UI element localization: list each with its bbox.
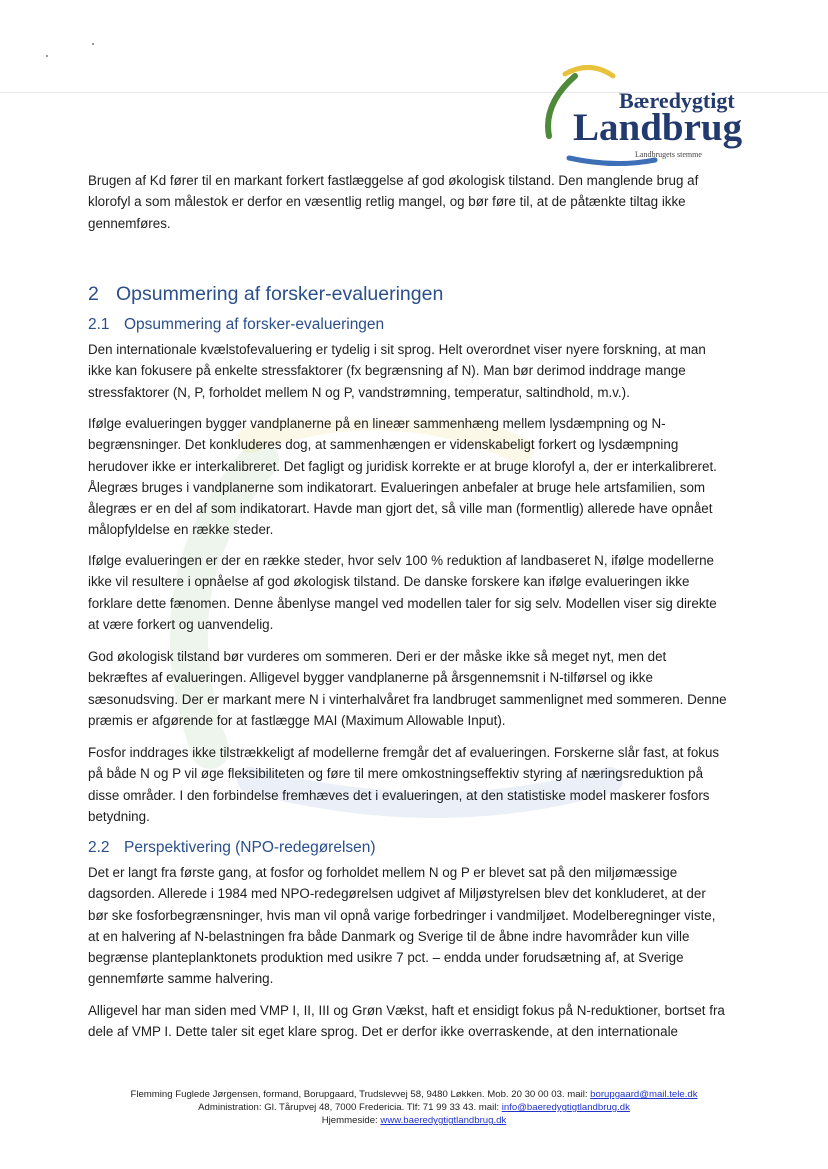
section-number: 2	[88, 283, 99, 305]
scan-speck	[92, 43, 94, 45]
footer-admin-email-link[interactable]: info@baeredygtigtlandbrug.dk	[501, 1102, 630, 1113]
footer-website-link[interactable]: www.baeredygtigtlandbrug.dk	[380, 1115, 507, 1126]
body-paragraph: God økologisk tilstand bør vurderes om sommeren. Deri er der måske ikke så meget nyt, men det bekræftes af evalueringen. Alligevel bygger vandplanerne på årsgennemsnit i N-tilførsel og ikke sæsonudsving. Der er markant mere N i vinterhalvåret fra landbruget sammenlignet med sommeren. Denne præmis er afgørende for at fastlægge MAI (Maximum Allowable Input).	[88, 649, 727, 728]
logo-line2: Landbrug	[573, 106, 743, 149]
body-paragraph: Ifølge evalueringen er der en række steder, hvor selv 100 % reduktion af landbaseret N, ifølge modellerne ikke vil resultere i opnåelse af god økologisk tilstand. De danske forskere kan ifølge evalueringen ikke forklare dette fænomen. Denne åbenlyse mangel ved modellen taler for sig selv. Modellen viser sig direkte at være forkert og uanvendelig.	[88, 553, 717, 632]
footer-contact-text: Flemming Fuglede Jørgensen, formand, Borupgaard, Trudslevvej 58, 9480 Løkken. Mob. 20 30 00 03. mail:	[130, 1089, 591, 1100]
footer-line	[60, 1115, 768, 1128]
footer-email-link[interactable]: borupgaard@mail.tele.dk	[590, 1089, 698, 1100]
baeredygtigt-landbrug-logo	[535, 64, 743, 169]
body-paragraph: Ifølge evalueringen bygger vandplanerne på en lineær sammenhæng mellem lysdæmpning og N-begrænsninger. Det konkluderes dog, at sammenhængen er videnskabeligt forkert og lysdæmpning herudover ikke er interkalibreret. Det fagligt og juridisk korrekte er at bruge klorofyl a, der er interkalibreret. Ålegræs bruges i vandplanerne som indikatorart. Evalueringen anbefaler at bruge hele artsfamilien, som ålegræs er en del af som indikatorart. Havde man gjort det, så ville man (formentlig) allerede have opnået målopfyldelse en række steder.	[88, 416, 717, 538]
section-heading	[88, 283, 443, 306]
body-paragraph: Alligevel har man siden med VMP I, II, III og Grøn Vækst, haft et ensidigt fokus på N-reduktioner, bortset fra dele af VMP I. Dette taler sit eget klare sprog. Det er derfor ikke overraskende, at den internationale	[88, 1003, 725, 1040]
subsection-number: 2.2	[88, 839, 110, 856]
body-paragraph: Fosfor inddrages ikke tilstrækkeligt af modellerne fremgår det af evalueringen. Forskerne slår fast, at fokus på både N og P vil øge fleksibiliteten og føre til mere omkostningseffektiv styring af næringsreduktion på disse områder. I den forbindelse fremhæves det i evalueringen, at den statistiske model maskerer fosfors betydning.	[88, 745, 720, 824]
subsection-heading	[88, 839, 376, 857]
intro-paragraph: Brugen af Kd fører til en markant forkert fastlæggelse af god økologisk tilstand. Den manglende brug af klorofyl a som målestok er derfor en væsentlig retlig mangel, og bør føre til, at de påtænkte tiltag ikke gennemføres.	[88, 173, 699, 231]
subsection-title: Opsummering af forsker-evalueringen	[124, 316, 385, 333]
section-title: Opsummering af forsker-evalueringen	[116, 283, 444, 305]
subsection-heading	[88, 316, 384, 334]
body-paragraph: Det er langt fra første gang, at fosfor og forholdet mellem N og P er blevet sat på den miljømæssige dagsorden. Allerede i 1984 med NPO-redegørelsen udgivet af Miljøstyrelsen blev det konkluderet, at der bør ske fosforbegrænsninger, hvis man vil opnå varige forbedringer i vandmiljøet. Modelberegninger viste, at en halvering af N-belastningen fra både Danmark og Sverige til de åbne indre havområder kun ville begrænse planteplanktonets produktion med usikre 7 pct. – endda under forudsætning af, at Sverige gennemførte samme halvering.	[88, 865, 716, 987]
scan-speck	[46, 55, 48, 57]
footer-website-label: Hjemmeside:	[321, 1115, 381, 1126]
subsection-number: 2.1	[88, 316, 110, 333]
logo-line1: Bæredygtigt	[619, 88, 735, 113]
footer-line	[60, 1089, 768, 1102]
footer-admin-text: Administration: Gl. Tårupvej 48, 7000 Fredericia. Tlf: 71 99 33 43. mail:	[198, 1102, 502, 1113]
body-paragraph: Den internationale kvælstofevaluering er tydelig i sit sprog. Helt overordnet viser nyere forskning, at man ikke kan fokusere på enkelte stressfaktorer (fx begrænsning af N). Man bør derimod inddrage mange stressfaktorer (N, P, forholdet mellem N og P, vandstrømning, temperatur, saltindhold, m.v.).	[88, 342, 706, 400]
footer-line	[60, 1102, 768, 1115]
subsection-title: Perspektivering (NPO-redegørelsen)	[124, 839, 376, 856]
logo-tagline: Landbrugets stemme	[635, 150, 702, 159]
